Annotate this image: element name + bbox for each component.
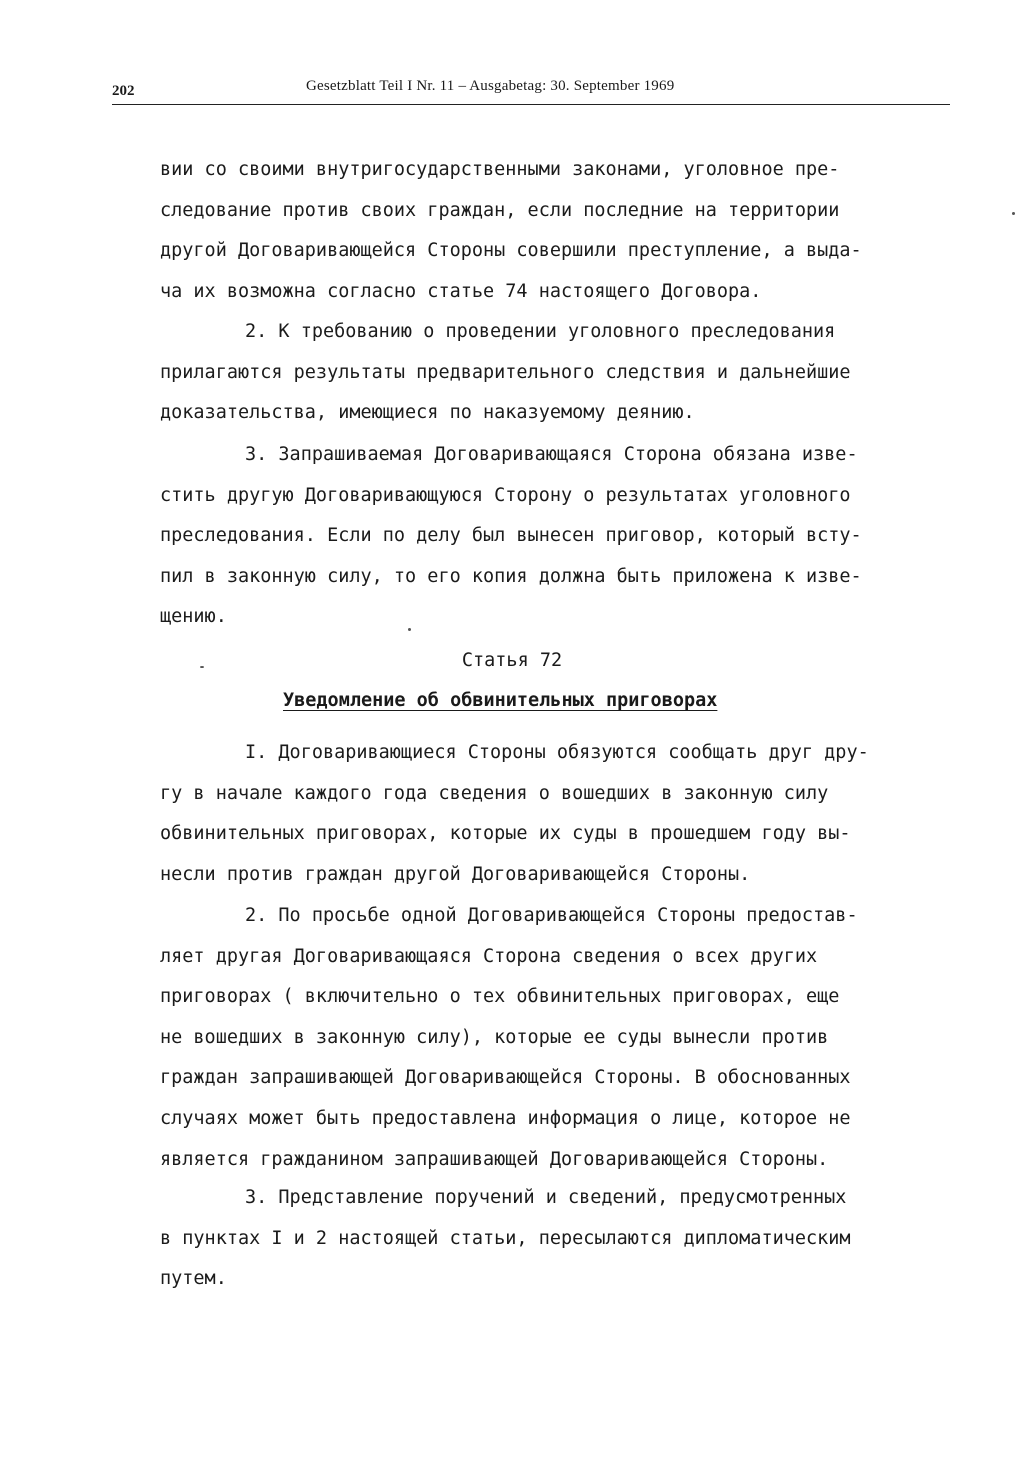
text-line: I. Договаривающиеся Стороны обязуются сообщать друг дру-: [245, 742, 869, 763]
text-line: обвинительных приговорах, которые их суды в прошедшем году вы-: [160, 823, 851, 845]
text-line: граждан запрашивающей Договаривающейся Стороны. В обоснованных: [160, 1067, 851, 1089]
scan-speck: [200, 666, 204, 668]
text-line: 2. По просьбе одной Договаривающейся Стороны предостав-: [245, 905, 858, 926]
text-line: гу в начале каждого года сведения о вошедших в законную силу: [160, 782, 829, 804]
article-title: Статья 72: [461, 650, 563, 671]
text-line: вии со своими внутригосударственными законами, уголовное пре-: [160, 159, 840, 180]
text-line: доказательства, имеющиеся по наказуемому деянию.: [160, 402, 695, 424]
scan-speck: [1012, 212, 1015, 215]
text-line: в пунктах I и 2 настоящей статьи, пересылаются дипломатическим: [160, 1227, 851, 1249]
scan-speck: [408, 628, 411, 631]
text-line: преследования. Если по делу был вынесен приговор, который всту-: [160, 525, 862, 547]
text-line: прилагаются результаты предварительного следствия и дальнейшие: [160, 361, 851, 383]
text-line: 3. Запрашиваемая Договаривающаяся Сторона обязана изве-: [245, 444, 858, 465]
text-line: следование против своих граждан, если последние на территории: [160, 199, 840, 221]
text-line: щению.: [160, 606, 227, 628]
text-line: приговорах ( включительно о тех обвинительных приговорах, еще: [160, 986, 840, 1008]
text-line: пил в законную силу, то его копия должна быть приложена к изве-: [160, 565, 862, 587]
text-line: несли против граждан другой Договаривающейся Стороны.: [160, 863, 751, 885]
paragraph-2: [160, 312, 900, 434]
text-line: 3. Представление поручений и сведений, предусмотренных: [245, 1187, 847, 1208]
text-line: является гражданином запрашивающей Договаривающейся Стороны.: [160, 1148, 829, 1170]
text-line: ча их возможна согласно статье 74 настоящего Договора.: [160, 280, 762, 302]
text-line: случаях может быть предоставлена информация о лице, которое не: [160, 1107, 851, 1129]
page-header: [112, 78, 950, 105]
text-line: стить другую Договаривающуюся Сторону о результатах уголовного: [160, 484, 851, 506]
article-paragraph-3: [160, 1178, 900, 1300]
article-heading: Уведомление об обвинительных приговорах: [283, 690, 718, 711]
text-line: не вошедших в законную силу), которые ее суды вынесли против: [160, 1026, 829, 1048]
page-number: 202: [112, 83, 135, 99]
text-line: путем.: [160, 1268, 227, 1290]
article-paragraph-2: [160, 896, 900, 1180]
article-paragraph-1: [160, 733, 900, 895]
text-line: другой Договаривающейся Стороны совершили преступление, а выда-: [160, 240, 862, 262]
paragraph-continuation: [160, 150, 900, 312]
running-head: Gesetzblatt Teil I Nr. 11 – Ausgabetag: 30. September 1969: [306, 78, 675, 94]
paragraph-3: [160, 435, 900, 638]
text-line: 2. К требованию о проведении уголовного преследования: [245, 321, 836, 342]
text-line: ляет другая Договаривающаяся Сторона сведения о всех других: [160, 945, 818, 967]
